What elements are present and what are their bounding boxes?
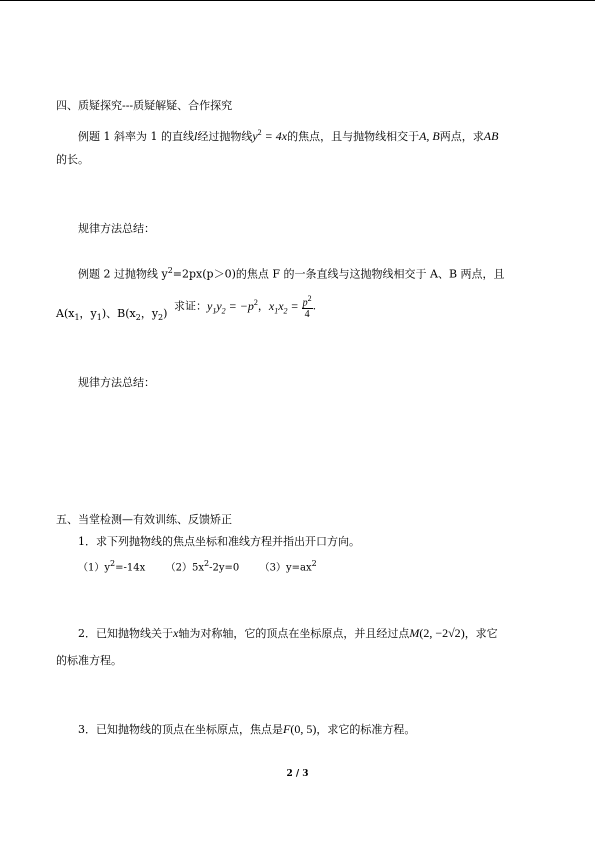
ex1-line-l: l [193, 129, 198, 143]
page-number: 2 / 3 [286, 769, 309, 779]
question-2-tail: 的标准方程。 [56, 654, 122, 667]
ex1-text-b: 经过抛物线 [197, 130, 253, 143]
ex1-text-c: 的焦点，且与抛物线相交于 [287, 130, 420, 143]
ex2-fraction: $\frac{p^2}{4}$ [302, 294, 312, 321]
example2-prove: 求证：$y_1y_2 = -p^2$，$x_1x_2$ = $\frac{p^2}{4}$ . [174, 294, 317, 321]
section4-heading: 四、质疑探究---质疑解疑、合作探究 [56, 99, 233, 112]
ex1-text-d: 两点，求 [439, 130, 484, 143]
question-3: 3．已知抛物线的顶点在坐标原点，焦点是F(0, 5)，求它的标准方程。 [78, 722, 416, 736]
method-summary-2: 规律方法总结： [78, 376, 155, 389]
method-summary-1: 规律方法总结： [78, 222, 155, 235]
example2-line: 例题 2 过抛物线 $y^2=2px(p>0)$的焦点 F 的一条直线与这抛物线相交于 A、B 两点，且 [78, 266, 505, 281]
ex1-points: A, B [419, 129, 440, 143]
question-2: 2．已知抛物线关于x轴为对称轴，它的顶点在坐标原点，并且经过点M(2, −2√2)，求它 [78, 626, 498, 640]
ex2-x1x2: $x_1x_2$ = [268, 298, 302, 316]
example1-line [78, 126, 498, 144]
q2-point: M(2, −2√2) [409, 626, 465, 640]
ex1-text-a: 例题 1 斜率为 1 的直线 [78, 130, 194, 143]
example1-tail: 的长。 [56, 153, 89, 166]
question-1: 1．求下列抛物线的焦点坐标和准线方程并指出开口方向。 [78, 535, 360, 548]
question-1-items: $(1)y^2=-14x$ $(2)5x^2-2y=0$ $(3)y=ax^2$ [78, 559, 317, 574]
ex2-y1y2: $y_1y_2 = -p^2$ [207, 297, 258, 316]
ex1-parabola-eq: $y^2 = 4x$ [252, 128, 288, 143]
section5-heading: 五、当堂检测—有效训练、反馈矫正 [56, 513, 232, 526]
example2-points: $A(x_1$，$y_1$)、$B(x_2$，$y_2$) [56, 307, 168, 323]
ex1-segment: AB [483, 129, 499, 143]
q3-focus: F(0, 5) [283, 722, 317, 736]
page-top-border [0, 0, 595, 1]
